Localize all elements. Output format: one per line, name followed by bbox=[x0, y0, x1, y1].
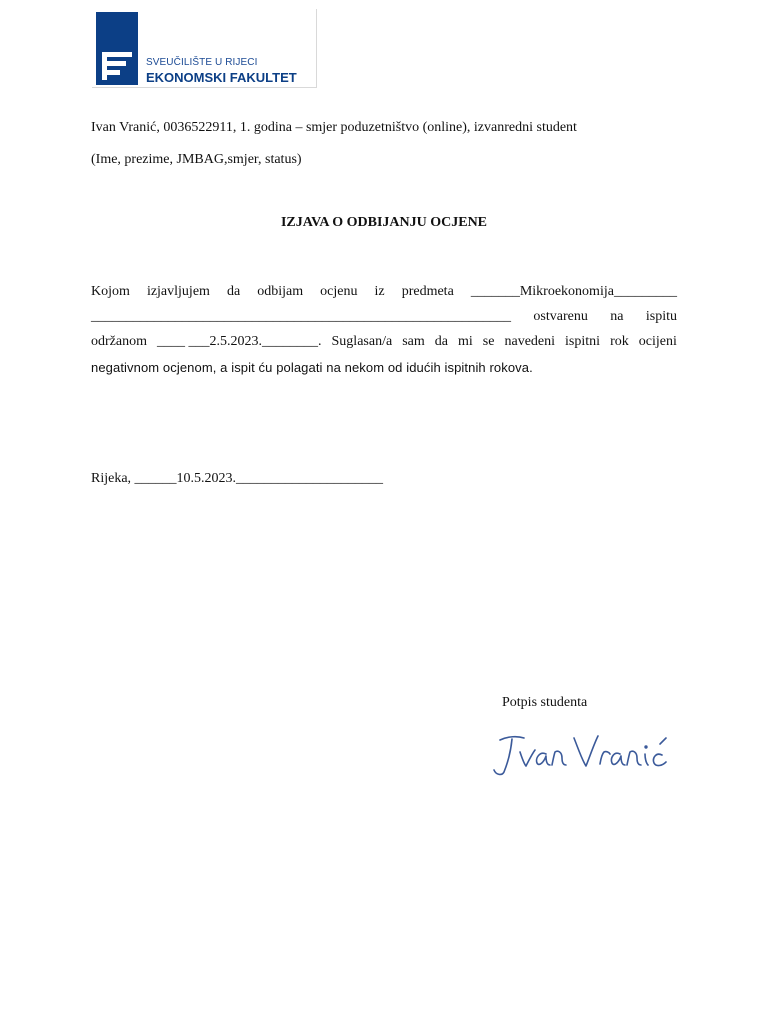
word: ispitu bbox=[645, 309, 677, 324]
word: Kojom bbox=[91, 284, 130, 299]
document-title: IZJAVA O ODBIJANJU OCJENE bbox=[280, 215, 488, 230]
word: da bbox=[226, 284, 241, 299]
handwritten-signature bbox=[488, 728, 688, 784]
word: da bbox=[434, 334, 448, 349]
word: ocjenu bbox=[320, 284, 358, 299]
word: na bbox=[610, 309, 624, 324]
word: navedeni bbox=[504, 334, 556, 349]
word: izjavljujem bbox=[146, 284, 210, 299]
student-info: Ivan Vranić, 0036522911, 1. godina – smjer poduzetništvo (online), izvanredni student bbox=[91, 120, 577, 135]
signature-label: Potpis studenta bbox=[502, 695, 588, 710]
word: mi bbox=[458, 334, 473, 349]
student-info-caption: (Ime, prezime, JMBAG,smjer, status) bbox=[91, 152, 302, 167]
logo-mark-icon bbox=[96, 12, 138, 85]
word: ocijeni bbox=[638, 334, 677, 349]
word: sam bbox=[402, 334, 425, 349]
word: ispitni bbox=[565, 334, 601, 349]
word: rok bbox=[610, 334, 629, 349]
blank-field: ____________________________________________________________ bbox=[91, 309, 511, 324]
statement-line-2 bbox=[91, 309, 677, 325]
exam-date-field: ____ ___2.5.2023.________. bbox=[157, 334, 322, 349]
statement-line-4: negativnom ocjenom, a ispit ću polagati na nekom od idućih ispitnih rokova. bbox=[91, 360, 533, 375]
place-date: Rijeka, ______10.5.2023._____________________ bbox=[91, 471, 384, 486]
word: iz bbox=[374, 284, 385, 299]
logo-university-text: SVEUČILIŠTE U RIJECI bbox=[146, 57, 258, 68]
statement-line-3 bbox=[91, 334, 677, 350]
word: odbijam bbox=[257, 284, 304, 299]
word: ostvarenu bbox=[533, 309, 588, 324]
statement-line-1 bbox=[91, 284, 677, 300]
word: Suglasan/a bbox=[331, 334, 393, 349]
word: se bbox=[482, 334, 495, 349]
subject-field: _______Mikroekonomija_________ bbox=[470, 284, 677, 299]
logo-faculty-text: EKONOMSKI FAKULTET bbox=[146, 70, 297, 85]
faculty-logo bbox=[92, 9, 318, 89]
word: predmeta bbox=[401, 284, 454, 299]
word: održanom bbox=[91, 334, 147, 349]
